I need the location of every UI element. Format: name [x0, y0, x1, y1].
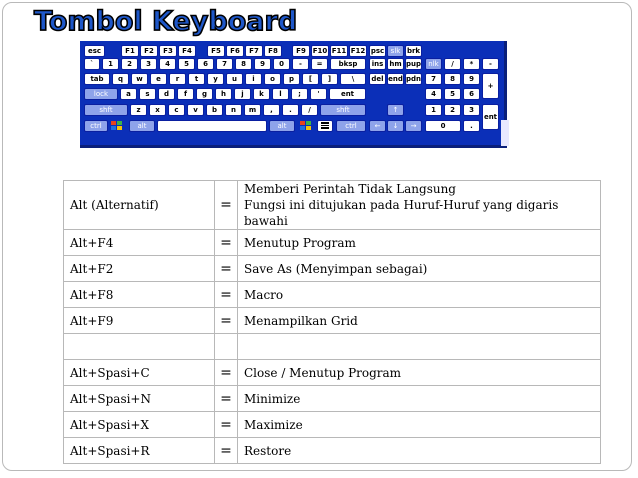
key-comma[interactable]: , — [263, 104, 280, 116]
key-ins[interactable]: ins — [369, 58, 386, 70]
key-d[interactable]: d — [158, 88, 175, 100]
key-right[interactable]: → — [405, 120, 422, 132]
key-f12[interactable]: F12 — [350, 47, 366, 55]
key-r[interactable]: r — [169, 73, 186, 85]
key-f6[interactable]: F6 — [226, 45, 244, 57]
key-ralt[interactable]: alt — [269, 120, 295, 132]
key-np8[interactable]: 8 — [444, 73, 461, 85]
key-tab[interactable]: tab — [84, 73, 110, 85]
table-row — [64, 256, 601, 282]
key-t[interactable]: t — [188, 73, 205, 85]
key-b[interactable]: b — [206, 104, 223, 116]
description-cell — [238, 334, 601, 360]
key-v[interactable]: v — [187, 104, 204, 116]
key-lalt[interactable]: alt — [129, 120, 155, 132]
key-m[interactable]: m — [244, 104, 261, 116]
key-ent[interactable]: ent — [329, 88, 366, 100]
key-p[interactable]: p — [283, 73, 300, 85]
key-nlk[interactable]: nlk — [425, 58, 442, 70]
shortcut-cell: Alt (Alternatif) — [64, 181, 215, 230]
key-lctrl[interactable]: ctrl — [84, 120, 108, 132]
key-5[interactable]: 5 — [178, 58, 195, 70]
key-rctrl[interactable]: ctrl — [336, 120, 366, 132]
equals-cell: = — [215, 282, 238, 308]
key-f4[interactable]: F4 — [178, 45, 196, 57]
description-cell: Macro — [238, 282, 601, 308]
key-f3[interactable]: F3 — [159, 45, 177, 57]
key-np7[interactable]: 7 — [425, 73, 442, 85]
key-menu[interactable] — [317, 120, 333, 132]
description-line-2: Fungsi ini ditujukan pada Huruf-Huruf yang digaris bawahi — [244, 198, 559, 228]
key-lshift[interactable]: shft — [84, 104, 128, 116]
description-cell — [238, 181, 601, 230]
key-a[interactable]: a — [120, 88, 137, 100]
equals-cell: = — [215, 360, 238, 386]
key-star[interactable]: * — [463, 58, 480, 70]
key-np6[interactable]: 6 — [463, 88, 480, 100]
key-6[interactable]: 6 — [197, 58, 214, 70]
key-w[interactable]: w — [131, 73, 148, 85]
key-f9[interactable]: F9 — [292, 45, 310, 57]
shortcut-cell: Alt+F2 — [64, 256, 215, 282]
equals-cell: = — [215, 230, 238, 256]
shortcut-cell: Alt+Spasi+R — [64, 438, 215, 464]
key-slk[interactable]: slk — [387, 45, 404, 57]
key-backslash[interactable]: \ — [340, 73, 366, 85]
key-h[interactable]: h — [215, 88, 232, 100]
key-brk[interactable]: brk — [406, 47, 421, 55]
key-np0[interactable]: 0 — [425, 120, 461, 132]
key-c[interactable]: c — [168, 104, 185, 116]
description-cell: Menutup Program — [238, 230, 601, 256]
key-hm[interactable]: hm — [387, 58, 404, 70]
key-o[interactable]: o — [264, 73, 281, 85]
table-row — [64, 334, 601, 360]
menu-icon — [321, 122, 329, 129]
key-np_minus[interactable]: - — [482, 58, 499, 70]
shortcut-cell: Alt+Spasi+X — [64, 412, 215, 438]
on-screen-keyboard — [80, 41, 507, 148]
key-semicolon[interactable]: ; — [291, 88, 308, 100]
key-4[interactable]: 4 — [159, 58, 176, 70]
key-2[interactable]: 2 — [121, 58, 138, 70]
table-row — [64, 282, 601, 308]
description-cell: Menampilkan Grid — [238, 308, 601, 334]
key-g[interactable]: g — [196, 88, 213, 100]
key-down[interactable]: ↓ — [387, 120, 404, 132]
table-row — [64, 438, 601, 464]
equals-cell: = — [215, 386, 238, 412]
equals-cell: = — [215, 308, 238, 334]
key-pdn[interactable]: pdn — [406, 75, 422, 83]
key-j[interactable]: j — [234, 88, 251, 100]
key-f1[interactable]: F1 — [121, 45, 139, 57]
key-backtick[interactable]: ` — [84, 58, 100, 70]
windows-logo-icon[interactable] — [111, 121, 123, 131]
key-del[interactable]: del — [369, 73, 386, 85]
shortcut-cell: Alt+Spasi+C — [64, 360, 215, 386]
key-end[interactable]: end — [388, 75, 403, 83]
equals-cell — [215, 334, 238, 360]
key-slash[interactable]: / — [444, 58, 461, 70]
key-np_dot[interactable]: . — [463, 120, 480, 132]
shortcut-cell: Alt+Spasi+N — [64, 386, 215, 412]
key-1[interactable]: 1 — [102, 58, 119, 70]
equals-cell: = — [215, 412, 238, 438]
table-row — [64, 308, 601, 334]
key-f7[interactable]: F7 — [245, 45, 263, 57]
key-y[interactable]: y — [207, 73, 224, 85]
key-f8[interactable]: F8 — [264, 45, 282, 57]
table-row — [64, 230, 601, 256]
key-np3[interactable]: 3 — [463, 104, 480, 116]
key-rshift[interactable]: shft — [320, 104, 366, 116]
keyboard-side-strip — [501, 120, 509, 146]
key-esc[interactable]: esc — [84, 45, 105, 57]
key-np1[interactable]: 1 — [425, 104, 442, 116]
shortcut-cell: Alt+F8 — [64, 282, 215, 308]
key-n[interactable]: n — [225, 104, 242, 116]
key-f10[interactable]: F10 — [312, 47, 328, 55]
table-row — [64, 181, 601, 230]
key-np9[interactable]: 9 — [463, 73, 480, 85]
key-np_ent[interactable]: ent — [482, 104, 499, 130]
key-9[interactable]: 9 — [254, 58, 271, 70]
key-minus[interactable]: - — [292, 58, 309, 70]
key-psc[interactable]: psc — [370, 47, 385, 55]
key-space[interactable] — [157, 120, 267, 132]
key-lbracket[interactable]: [ — [302, 73, 319, 85]
key-left[interactable]: ← — [369, 120, 386, 132]
key-s[interactable]: s — [139, 88, 156, 100]
key-period[interactable]: . — [282, 104, 299, 116]
key-pup[interactable]: pup — [406, 60, 422, 68]
key-x[interactable]: x — [149, 104, 166, 116]
shortcut-cell — [64, 334, 215, 360]
shortcut-table — [63, 180, 601, 464]
equals-cell: = — [215, 438, 238, 464]
key-f5[interactable]: F5 — [207, 45, 225, 57]
key-np5[interactable]: 5 — [444, 88, 461, 100]
key-f[interactable]: f — [177, 88, 194, 100]
key-f2[interactable]: F2 — [140, 45, 158, 57]
key-u[interactable]: u — [226, 73, 243, 85]
key-equals[interactable]: = — [311, 58, 328, 70]
description-cell: Minimize — [238, 386, 601, 412]
description-cell: Close / Menutup Program — [238, 360, 601, 386]
table-row — [64, 412, 601, 438]
key-lock[interactable]: lock — [84, 88, 118, 100]
equals-cell: = — [215, 181, 238, 230]
key-up[interactable]: ↑ — [387, 104, 404, 116]
key-i[interactable]: i — [245, 73, 262, 85]
description-line: Memberi Perintah Tidak Langsung — [244, 182, 456, 196]
key-np4[interactable]: 4 — [425, 88, 442, 100]
description-cell: Restore — [238, 438, 601, 464]
key-k[interactable]: k — [253, 88, 270, 100]
key-quote[interactable]: ' — [310, 88, 327, 100]
key-7[interactable]: 7 — [216, 58, 233, 70]
key-e[interactable]: e — [150, 73, 167, 85]
key-np2[interactable]: 2 — [444, 104, 461, 116]
key-0[interactable]: 0 — [273, 58, 290, 70]
key-f11[interactable]: F11 — [331, 47, 347, 55]
table-row — [64, 386, 601, 412]
equals-cell: = — [215, 256, 238, 282]
description-cell: Save As (Menyimpan sebagai) — [238, 256, 601, 282]
key-8[interactable]: 8 — [235, 58, 252, 70]
shortcut-cell: Alt+F4 — [64, 230, 215, 256]
slide-title: Tombol Keyboard — [34, 6, 298, 37]
description-cell: Maximize — [238, 412, 601, 438]
windows-logo-icon[interactable] — [300, 121, 312, 131]
key-bksp[interactable]: bksp — [330, 58, 366, 70]
key-rbracket[interactable]: ] — [321, 73, 338, 85]
key-3[interactable]: 3 — [140, 58, 157, 70]
key-np_plus[interactable]: + — [482, 73, 499, 99]
table-row — [64, 360, 601, 386]
key-q[interactable]: q — [112, 73, 129, 85]
key-l[interactable]: l — [272, 88, 289, 100]
key-z[interactable]: z — [130, 104, 147, 116]
key-fslash[interactable]: / — [301, 104, 318, 116]
shortcut-cell: Alt+F9 — [64, 308, 215, 334]
